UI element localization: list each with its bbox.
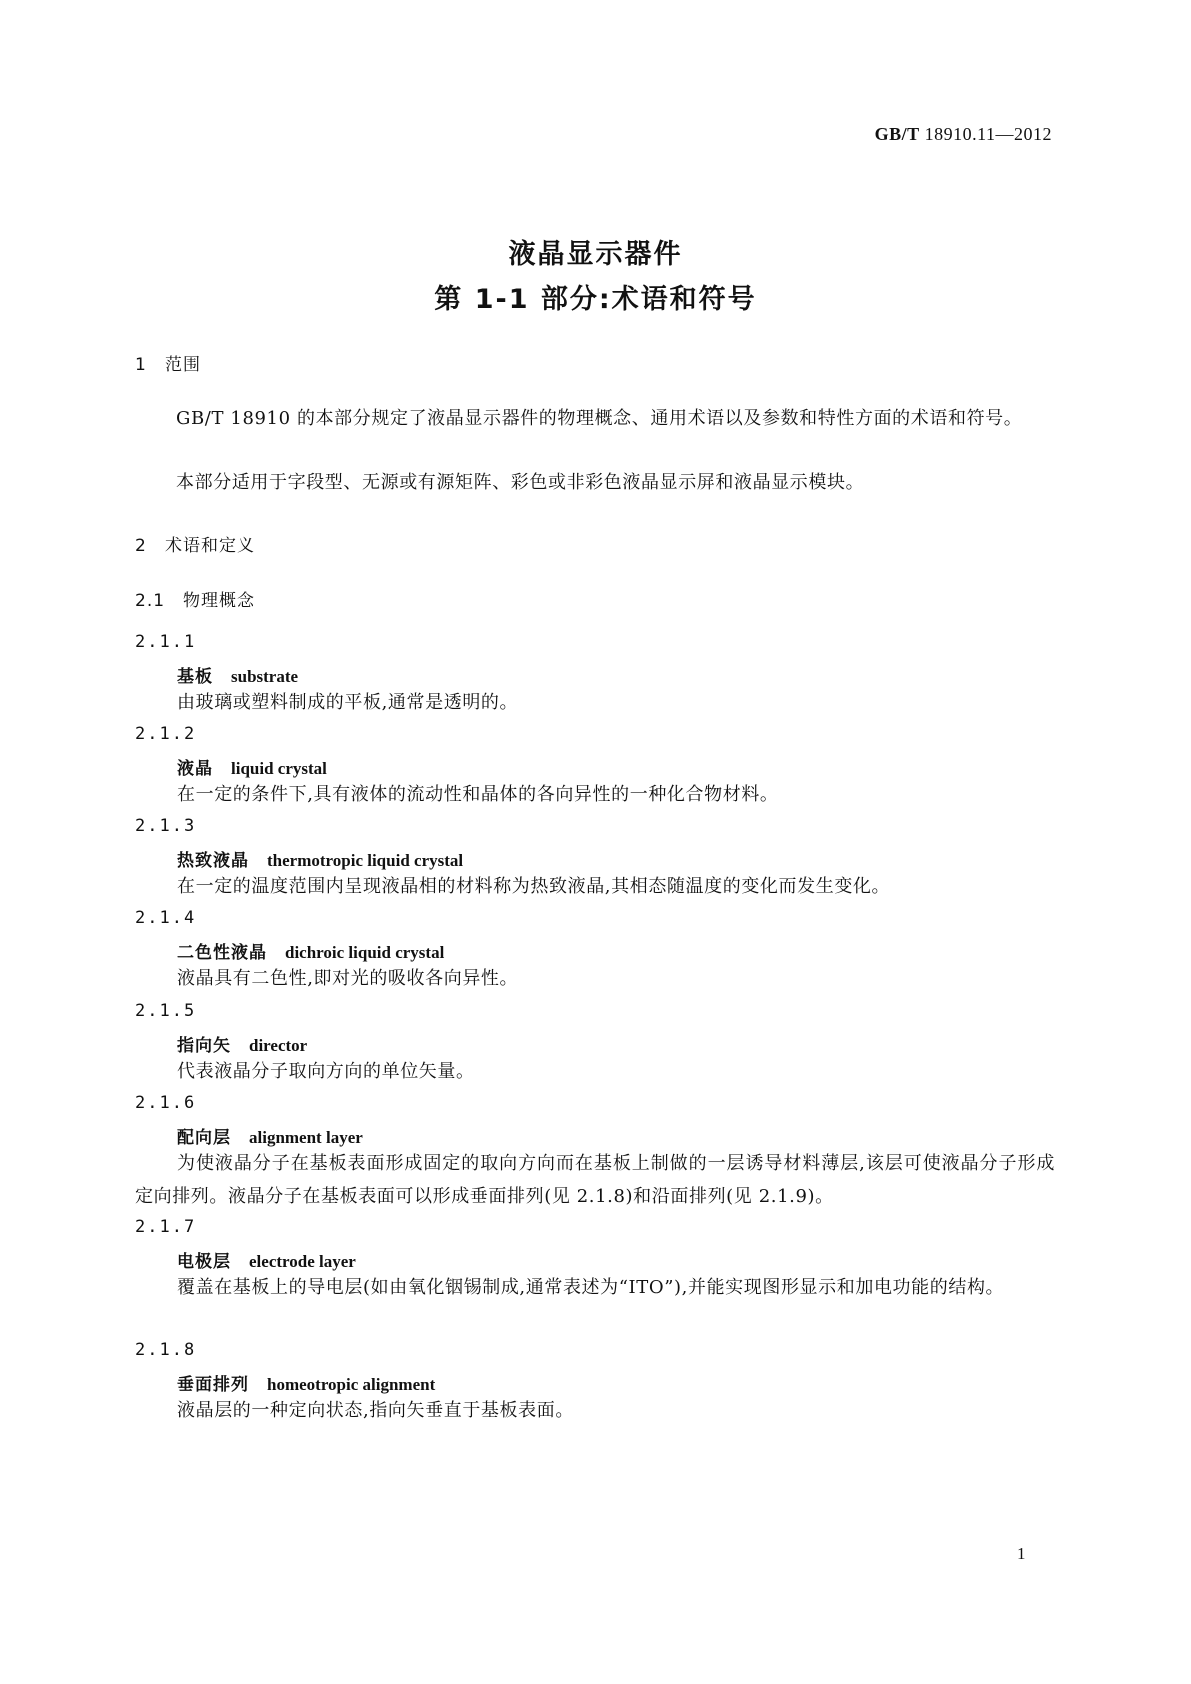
term-heading: [177, 1123, 363, 1148]
term-en: homeotropic alignment: [267, 1375, 436, 1394]
standard-code-number: 18910.11—2012: [924, 124, 1052, 144]
section-2-title: 术语和定义: [165, 536, 255, 556]
section-1-title: 范围: [165, 355, 201, 375]
section-2-1-number: 2.1: [135, 591, 166, 611]
term-number: 2.1.7: [135, 1217, 197, 1237]
term-zh: 电极层: [177, 1252, 231, 1272]
term-number: 2.1.5: [135, 1001, 197, 1021]
section-1-para-1: GB/T 18910 的本部分规定了液晶显示器件的物理概念、通用术语以及参数和特性方面的术语和符号。: [176, 408, 1023, 429]
term-definition: 由玻璃或塑料制成的平板,通常是透明的。: [177, 692, 519, 713]
doc-title-line2: 第 1-1 部分:术语和符号: [434, 284, 757, 315]
term-number: 2.1.4: [135, 908, 197, 928]
standard-code: [875, 124, 1052, 145]
term-heading: [177, 846, 463, 871]
term-definition: 覆盖在基板上的导电层(如由氧化铟锡制成,通常表述为“ITO”),并能实现图形显示和加电功能的结构。: [177, 1277, 1005, 1298]
term-en: alignment layer: [249, 1128, 363, 1147]
term-en: dichroic liquid crystal: [285, 943, 445, 962]
term-definition: 在一定的温度范围内呈现液晶相的材料称为热致液晶,其相态随温度的变化而发生变化。: [177, 876, 891, 897]
term-en: substrate: [231, 667, 299, 686]
section-1-para-2: 本部分适用于字段型、无源或有源矩阵、彩色或非彩色液晶显示屏和液晶显示模块。: [176, 472, 865, 493]
term-heading: [177, 754, 327, 779]
term-en: electrode layer: [249, 1252, 356, 1271]
term-number: 2.1.1: [135, 632, 197, 652]
term-heading: [177, 1247, 356, 1272]
term-zh: 液晶: [177, 759, 213, 779]
term-zh: 热致液晶: [177, 851, 249, 871]
section-2-1-title: 物理概念: [183, 591, 255, 611]
term-number: 2.1.6: [135, 1093, 197, 1113]
term-definition: 液晶具有二色性,即对光的吸收各向异性。: [177, 968, 519, 989]
doc-title-line1: 液晶显示器件: [508, 239, 683, 270]
term-number: 2.1.8: [135, 1340, 197, 1360]
term-definition: 液晶层的一种定向状态,指向矢垂直于基板表面。: [177, 1400, 574, 1421]
section-1-number: 1: [135, 355, 147, 375]
page-number: 1: [1017, 1544, 1026, 1563]
term-number: 2.1.3: [135, 816, 197, 836]
section-1-heading: [135, 350, 201, 375]
term-zh: 二色性液晶: [177, 943, 267, 963]
term-en: director: [249, 1036, 308, 1055]
standard-code-prefix: GB/T: [874, 124, 920, 144]
term-heading: [177, 938, 444, 963]
term-en: thermotropic liquid crystal: [267, 851, 464, 870]
term-zh: 垂面排列: [177, 1375, 249, 1395]
term-heading: [177, 1370, 435, 1395]
term-heading: [177, 662, 298, 687]
term-definition: 为使液晶分子在基板表面形成固定的取向方向而在基板上制做的一层诱导材料薄层,该层可使液晶分子形成定向排列。液晶分子在基板表面可以形成垂面排列(见 2.1.8)和沿面排列(见 2.1.9)。: [135, 1153, 1055, 1207]
section-2-number: 2: [135, 536, 147, 556]
term-zh: 配向层: [177, 1128, 231, 1148]
term-definition: 在一定的条件下,具有液体的流动性和晶体的各向异性的一种化合物材料。: [177, 784, 779, 805]
term-zh: 指向矢: [177, 1036, 231, 1056]
section-2-heading: [135, 531, 255, 556]
term-number: 2.1.2: [135, 724, 197, 744]
term-definition: 代表液晶分子取向方向的单位矢量。: [177, 1061, 475, 1082]
term-en: liquid crystal: [231, 759, 327, 778]
term-zh: 基板: [177, 667, 213, 687]
term-heading: [177, 1031, 307, 1056]
section-2-1-heading: [135, 586, 255, 611]
